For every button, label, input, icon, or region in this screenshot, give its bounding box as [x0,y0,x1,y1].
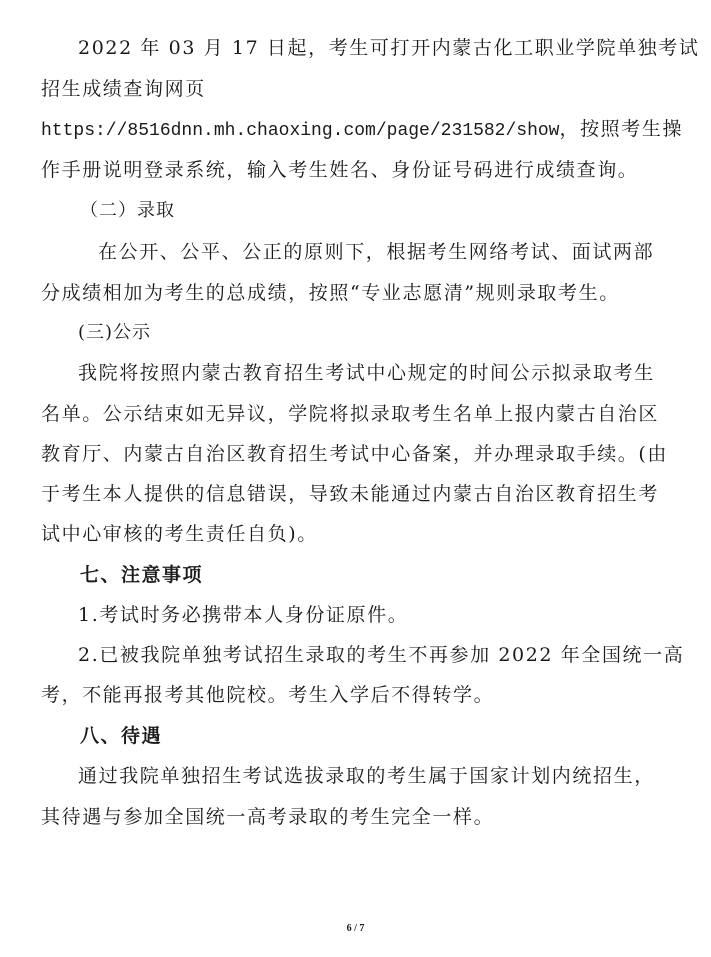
paragraph-line: 其待遇与参加全国统一高考录取的考生完全一样。 [41,806,495,828]
page-number: 6 / 7 [346,923,365,934]
list-item: 1.考试时务必携带本人身份证原件。 [78,604,409,626]
paragraph-line-with-url [41,117,683,143]
section-heading-notes: 七、注意事项 [80,564,204,586]
paragraph-line: 试中心审核的考生责任自负)。 [41,523,318,545]
list-item-continuation: 考，不能再报考其他院校。考生入学后不得转学。 [41,684,495,706]
paragraph-line: 2022 年 03 月 17 日起，考生可打开内蒙古化工职业学院单独考试 [78,37,700,59]
section-heading-publicity: (三)公示 [78,322,152,343]
paragraph-line: 教育厅、内蒙古自治区教育招生考试中心备案，并办理录取手续。(由 [41,443,669,465]
paragraph-line: 通过我院单独招生考试选拔录取的考生属于国家计划内统招生， [78,765,655,787]
paragraph-line: 招生成绩查询网页 [41,78,206,100]
paragraph-line: 我院将按照内蒙古教育招生考试中心规定的时间公示拟录取考生 [78,362,655,384]
paragraph-text: ，按照考生操 [559,118,684,140]
list-item: 2.已被我院单独考试招生录取的考生不再参加 2022 年全国统一高 [78,644,685,666]
paragraph-line: 作手册说明登录系统，输入考生姓名、身份证号码进行成绩查询。 [41,159,639,181]
score-query-link[interactable]: https://8516dnn.mh.chaoxing.com/page/231582/show [41,121,560,141]
section-heading-admission: （二）录取 [80,200,175,221]
section-heading-benefits: 八、待遇 [80,725,163,747]
paragraph-line: 于考生本人提供的信息错误，导致未能通过内蒙古自治区教育招生考 [41,483,660,505]
paragraph-line: 名单。公示结束如无异议，学院将拟录取考生名单上报内蒙古自治区 [41,403,660,425]
paragraph-line: 在公开、公平、公正的原则下，根据考生网络考试、面试两部 [98,241,655,263]
paragraph-line: 分成绩相加为考生的总成绩，按照“专业志愿清”规则录取考生。 [41,282,620,304]
